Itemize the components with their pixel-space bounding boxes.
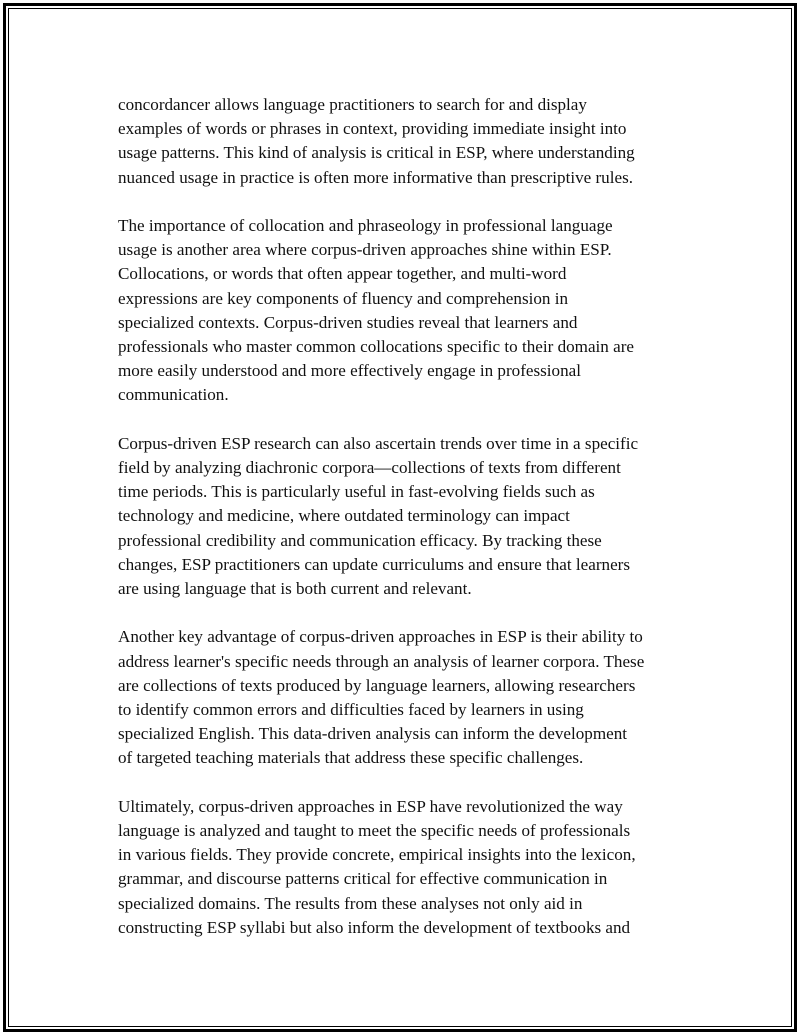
paragraph-ultimately: Ultimately, corpus-driven approaches in ESP have revolutionized the way language is analyzed and taught to meet the specific needs of professionals in various fields. They provide concrete, empirical insights into the lexicon, grammar, and discourse patterns critical for effective communication in specialized domains. The results from these analyses not only aid in constructing ESP syllabi but also inform the development of textbooks and: [118, 796, 636, 937]
paragraph-learner-corpora: Another key advantage of corpus-driven approaches in ESP is their ability to address learner's specific needs through an analysis of learner corpora. These are collections of texts produced by language learners, allowing researchers to identify common errors and difficulties faced by learners in using specialized English. This data-driven analysis can inform the development of targeted teaching materials that address these specific challenges.: [118, 627, 645, 768]
paragraph-concordancer: concordancer allows language practitioners to search for and display examples of words or phrases in context, providing immediate insight into usage patterns. This kind of analysis is critical in ESP, where understanding nuanced usage in practice is often more informative than prescriptive rules.: [118, 95, 635, 187]
page-content: [118, 93, 692, 940]
paragraph-collocation: The importance of collocation and phraseology in professional language usage is another area where corpus-driven approaches shine within ESP. Collocations, or words that often appear together, and multi-word expressions are key components of fluency and comprehension in specialized contexts. Corpus-driven studies reveal that learners and professionals who master common collocations specific to their domain are more easily understood and more effectively engage in professional communication.: [118, 216, 634, 405]
paragraph-diachronic: Corpus-driven ESP research can also ascertain trends over time in a specific field by analyzing diachronic corpora—collections of texts from different time periods. This is particularly useful in fast-evolving fields such as technology and medicine, where outdated terminology can impact professional credibility and communication efficacy. By tracking these changes, ESP practitioners can update curriculums and ensure that learners are using language that is both current and relevant.: [118, 433, 639, 599]
